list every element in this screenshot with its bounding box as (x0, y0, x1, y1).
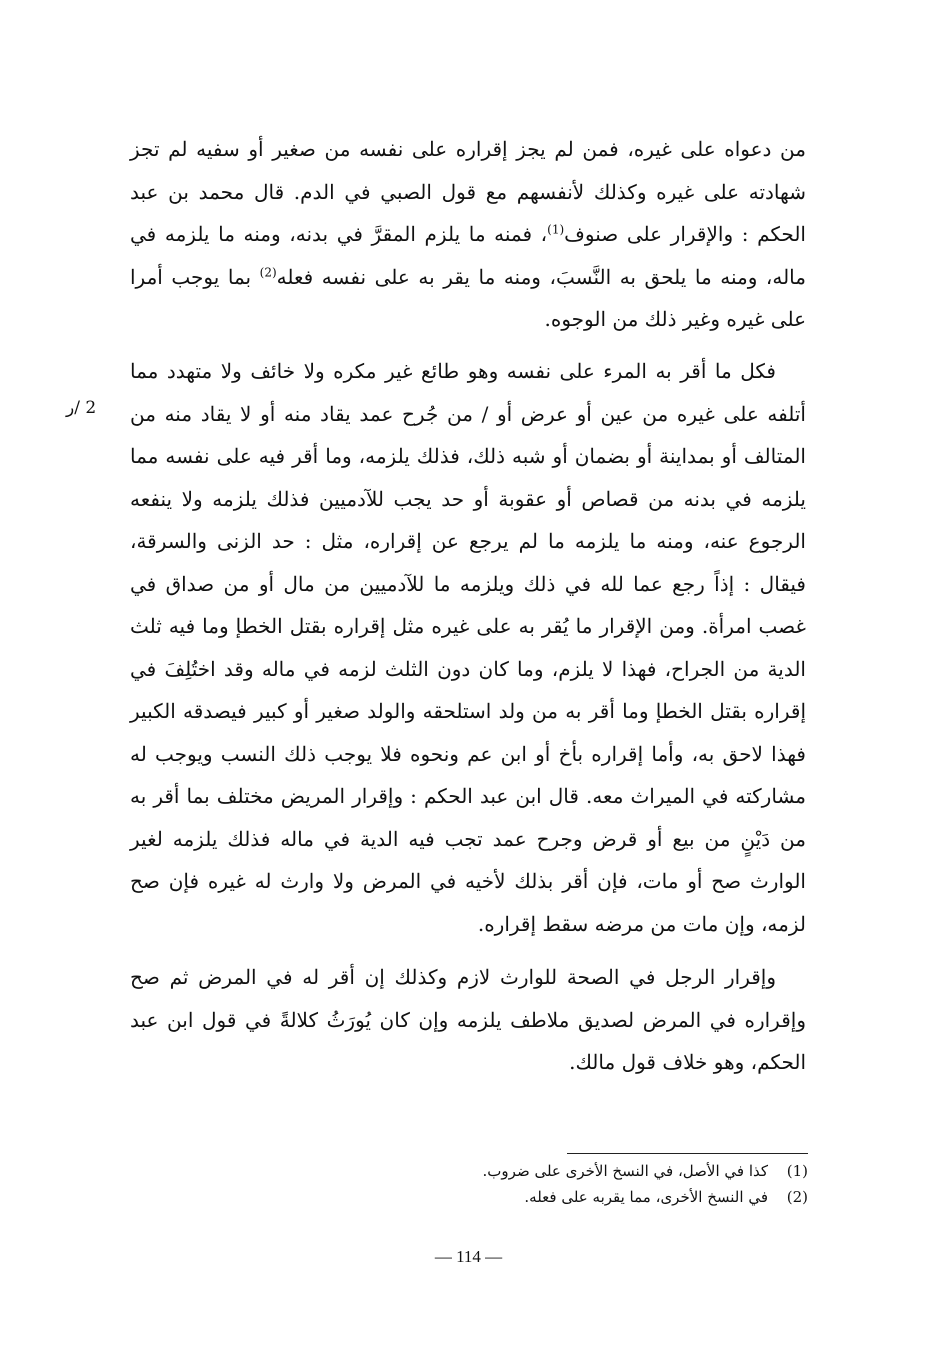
manuscript-folio-marker: 2 /ر (66, 398, 97, 418)
paragraph-1-part-b: ، فمنه ما يلزم المقرَّ في بدنه، ومنه ما يلزمه في ماله، ومنه ما يلحق به النَّسبَ، ومنه ما يقر به على نفسه فعله (130, 222, 806, 289)
main-text-2 (130, 350, 806, 945)
footnote-ref-1[interactable]: (1) (547, 222, 565, 237)
footnote-text-2: في النسخ الأخرى، مما يقربه على فعله. (524, 1188, 768, 1206)
footnote-2 (380, 1184, 808, 1210)
footnote-1 (380, 1158, 808, 1184)
footnote-number-1: (1) (786, 1162, 808, 1180)
footnote-text-1: كذا في الأصل، في النسخ الأخرى على ضروب. (482, 1162, 768, 1180)
footnote-ref-2[interactable]: (2) (259, 264, 277, 279)
main-text (130, 128, 806, 341)
main-text-3 (130, 956, 806, 1084)
footnote-number-2: (2) (786, 1188, 808, 1206)
footnote-divider (567, 1153, 808, 1154)
paragraph-1 (130, 128, 806, 341)
footnotes (380, 1158, 808, 1210)
paragraph-1-part-a: من دعواه على غيره، فمن لم يجز إقراره على نفسه من صغير أو سفيه لم تجز شهادته على غيره وكذلك لأنفسهم مع قول الصبي في الدم. قال محمد بن عبد الحكم : والإقرار على صنوف (130, 137, 806, 246)
paragraph-2: فكل ما أقر به المرء على نفسه وهو طائع غير مكره ولا خائف ولا متهدد مما أتلفه على غيره من عين أو عرض أو / من جُرح عمد يقاد منه أو لا يقاد منه من المتالف أو بمداينة أو بضمان أو شبه ذلك، فذلك يلزمه، وما أقر فيه على نفسه مما يلزمه في بدنه من قصاص أو عقوبة أو حد يجب للآدميين فذلك يلزمه ولا ينفعه الرجوع عنه، ومنه ما يلزمه ما لم يرجع عن إقراره، مثل : حد الزنى والسرقة، فيقال : إذاً رجع عما لله في ذلك ويلزمه ما للآدميين من مال أو من صداق في غصب امرأة. ومن الإقرار ما يُقر به على غيره مثل إقراره بقتل الخطإ وما فيه ثلث الدية من الجراح، فهذا لا يلزم، وما كان دون الثلث لزمه في ماله وقد اختُلِفَ في إقراره بقتل الخطإ وما أقر به من ولد استلحقه والولد صغير أو كبير فيصدقه الكبير فهذا لاحق به، وأما إقراره بأخ أو ابن عم ونحوه فلا يوجب ذلك النسب ويوجب له مشاركته في الميراث معه. قال ابن عبد الحكم : وإقرار المريض مختلف بما أقر به من دَيْنٍ من بيع أو قرض وجرح عمد تجب فيه الدية في ماله فذلك يلزمه لغير الوارث صح أو مات، فإن أقر بذلك لأخيه في المرض ولا وارث له غيره فإن صح لزمه، وإن مات من مرضه سقط إقراره. (130, 359, 806, 936)
paragraph-1-part-c: بما يوجب أمرا على غيره وغير ذلك من الوجوه. (130, 264, 806, 331)
page-number: — 114 — (434, 1247, 503, 1266)
paragraph-3: وإقرار الرجل في الصحة للوارث لازم وكذلك إن أقر له في المرض ثم صح وإقراره في المرض لصديق ملاطف يلزمه وإن كان يُورَثُ كلالةً في قول ابن عبد الحكم، وهو خلاف قول مالك. (130, 965, 806, 1074)
